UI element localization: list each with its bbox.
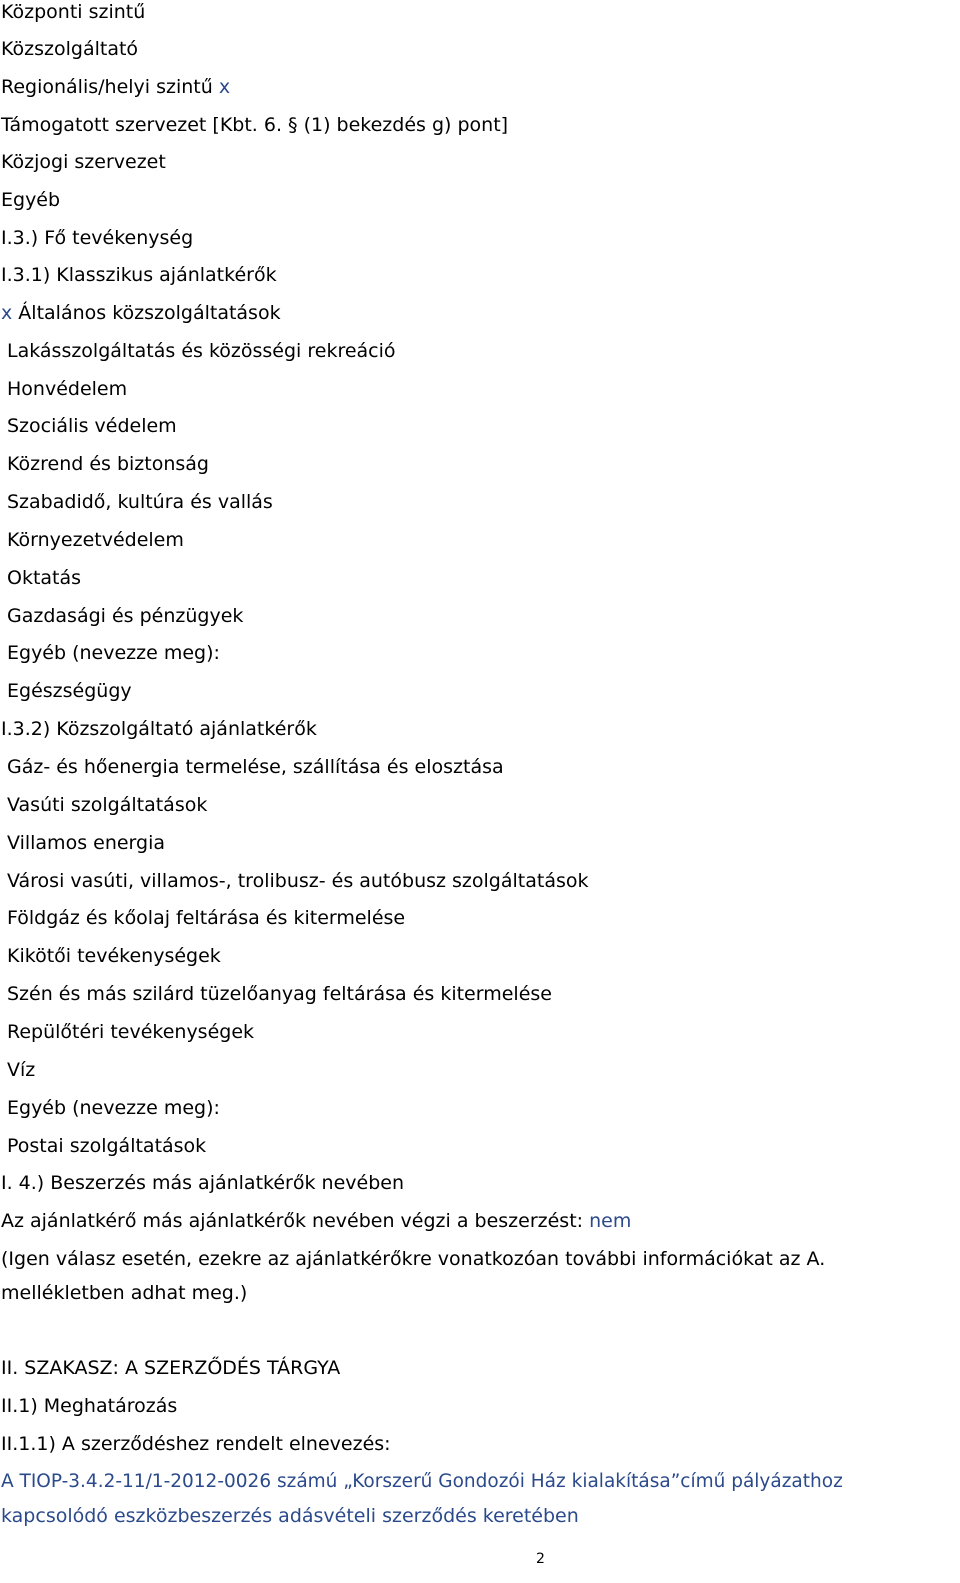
classic-item: Egyéb (nevezze meg): — [7, 642, 220, 664]
org-type-regional-mark: x — [218, 76, 231, 98]
utility-item: Vasúti szolgáltatások — [7, 794, 208, 816]
classic-heading: I.3.1) Klasszikus ajánlatkérők — [1, 264, 277, 286]
utility-item: Gáz- és hőenergia termelése, szállítása és elosztása — [7, 756, 504, 778]
definition-heading: II.1) Meghatározás — [1, 1395, 178, 1417]
classic-item: Gazdasági és pénzügyek — [7, 605, 244, 627]
classic-item: Honvédelem — [7, 378, 128, 400]
procurement-question-label: Az ajánlatkérő más ajánlatkérők nevében végzi a beszerzést: — [1, 1210, 584, 1232]
page-number: 2 — [536, 1551, 545, 1567]
procurement-answer: nem — [589, 1210, 632, 1232]
utility-item: Villamos energia — [7, 832, 166, 854]
contract-name-line2: kapcsolódó eszközbeszerzés adásvételi szerződés keretében — [1, 1505, 579, 1527]
procurement-note-line2: mellékletben adhat meg.) — [1, 1282, 248, 1304]
org-type-other: Egyéb — [1, 189, 61, 211]
utility-heading: I.3.2) Közszolgáltató ajánlatkérők — [1, 718, 317, 740]
org-type-central: Központi szintű — [1, 1, 146, 23]
section2-heading: II. SZAKASZ: A SZERZŐDÉS TÁRGYA — [1, 1357, 341, 1379]
classic-selected-mark: x — [1, 302, 13, 324]
utility-item: Egyéb (nevezze meg): — [7, 1097, 220, 1119]
utility-item: Repülőtéri tevékenységek — [7, 1021, 255, 1043]
utility-item: Víz — [7, 1059, 36, 1081]
classic-item: Egészségügy — [7, 680, 132, 702]
main-activity-heading: I.3.) Fő tevékenység — [1, 227, 194, 249]
contract-name-label: II.1.1) A szerződéshez rendelt elnevezés: — [1, 1433, 391, 1455]
utility-item: Városi vasúti, villamos-, trolibusz- és autóbusz szolgáltatások — [7, 870, 589, 892]
org-type-regional — [1, 75, 230, 99]
procurement-note-line1: (Igen válasz esetén, ezekre az ajánlatkérőkre vonatkozóan további információkat az A. — [1, 1248, 826, 1270]
classic-item: Közrend és biztonság — [7, 453, 209, 475]
classic-item: Szociális védelem — [7, 415, 177, 437]
utility-item: Kikötői tevékenységek — [7, 945, 221, 967]
org-type-regional-label: Regionális/helyi szintű — [1, 76, 213, 98]
classic-item-label: Általános közszolgáltatások — [18, 302, 281, 324]
org-type-supported: Támogatott szervezet [Kbt. 6. § (1) bekezdés g) pont] — [1, 114, 509, 136]
utility-item: Postai szolgáltatások — [7, 1135, 207, 1157]
utility-item: Földgáz és kőolaj feltárása és kitermelése — [7, 907, 406, 929]
contract-name-line1: A TIOP-3.4.2-11/1-2012-0026 számú „Korszerű Gondozói Ház kialakítása”című pályázathoz — [1, 1471, 843, 1492]
procurement-question — [1, 1209, 631, 1233]
classic-item: Szabadidő, kultúra és vallás — [7, 491, 273, 513]
org-type-public-law: Közjogi szervezet — [1, 151, 166, 173]
org-type-utility: Közszolgáltató — [1, 38, 139, 60]
classic-item: Oktatás — [7, 567, 82, 589]
classic-item-selected — [1, 301, 281, 325]
classic-item: Környezetvédelem — [7, 529, 184, 551]
utility-item: Szén és más szilárd tüzelőanyag feltárása és kitermelése — [7, 983, 552, 1005]
procurement-heading: I. 4.) Beszerzés más ajánlatkérők nevében — [1, 1172, 404, 1194]
classic-item: Lakásszolgáltatás és közösségi rekreáció — [7, 340, 396, 362]
